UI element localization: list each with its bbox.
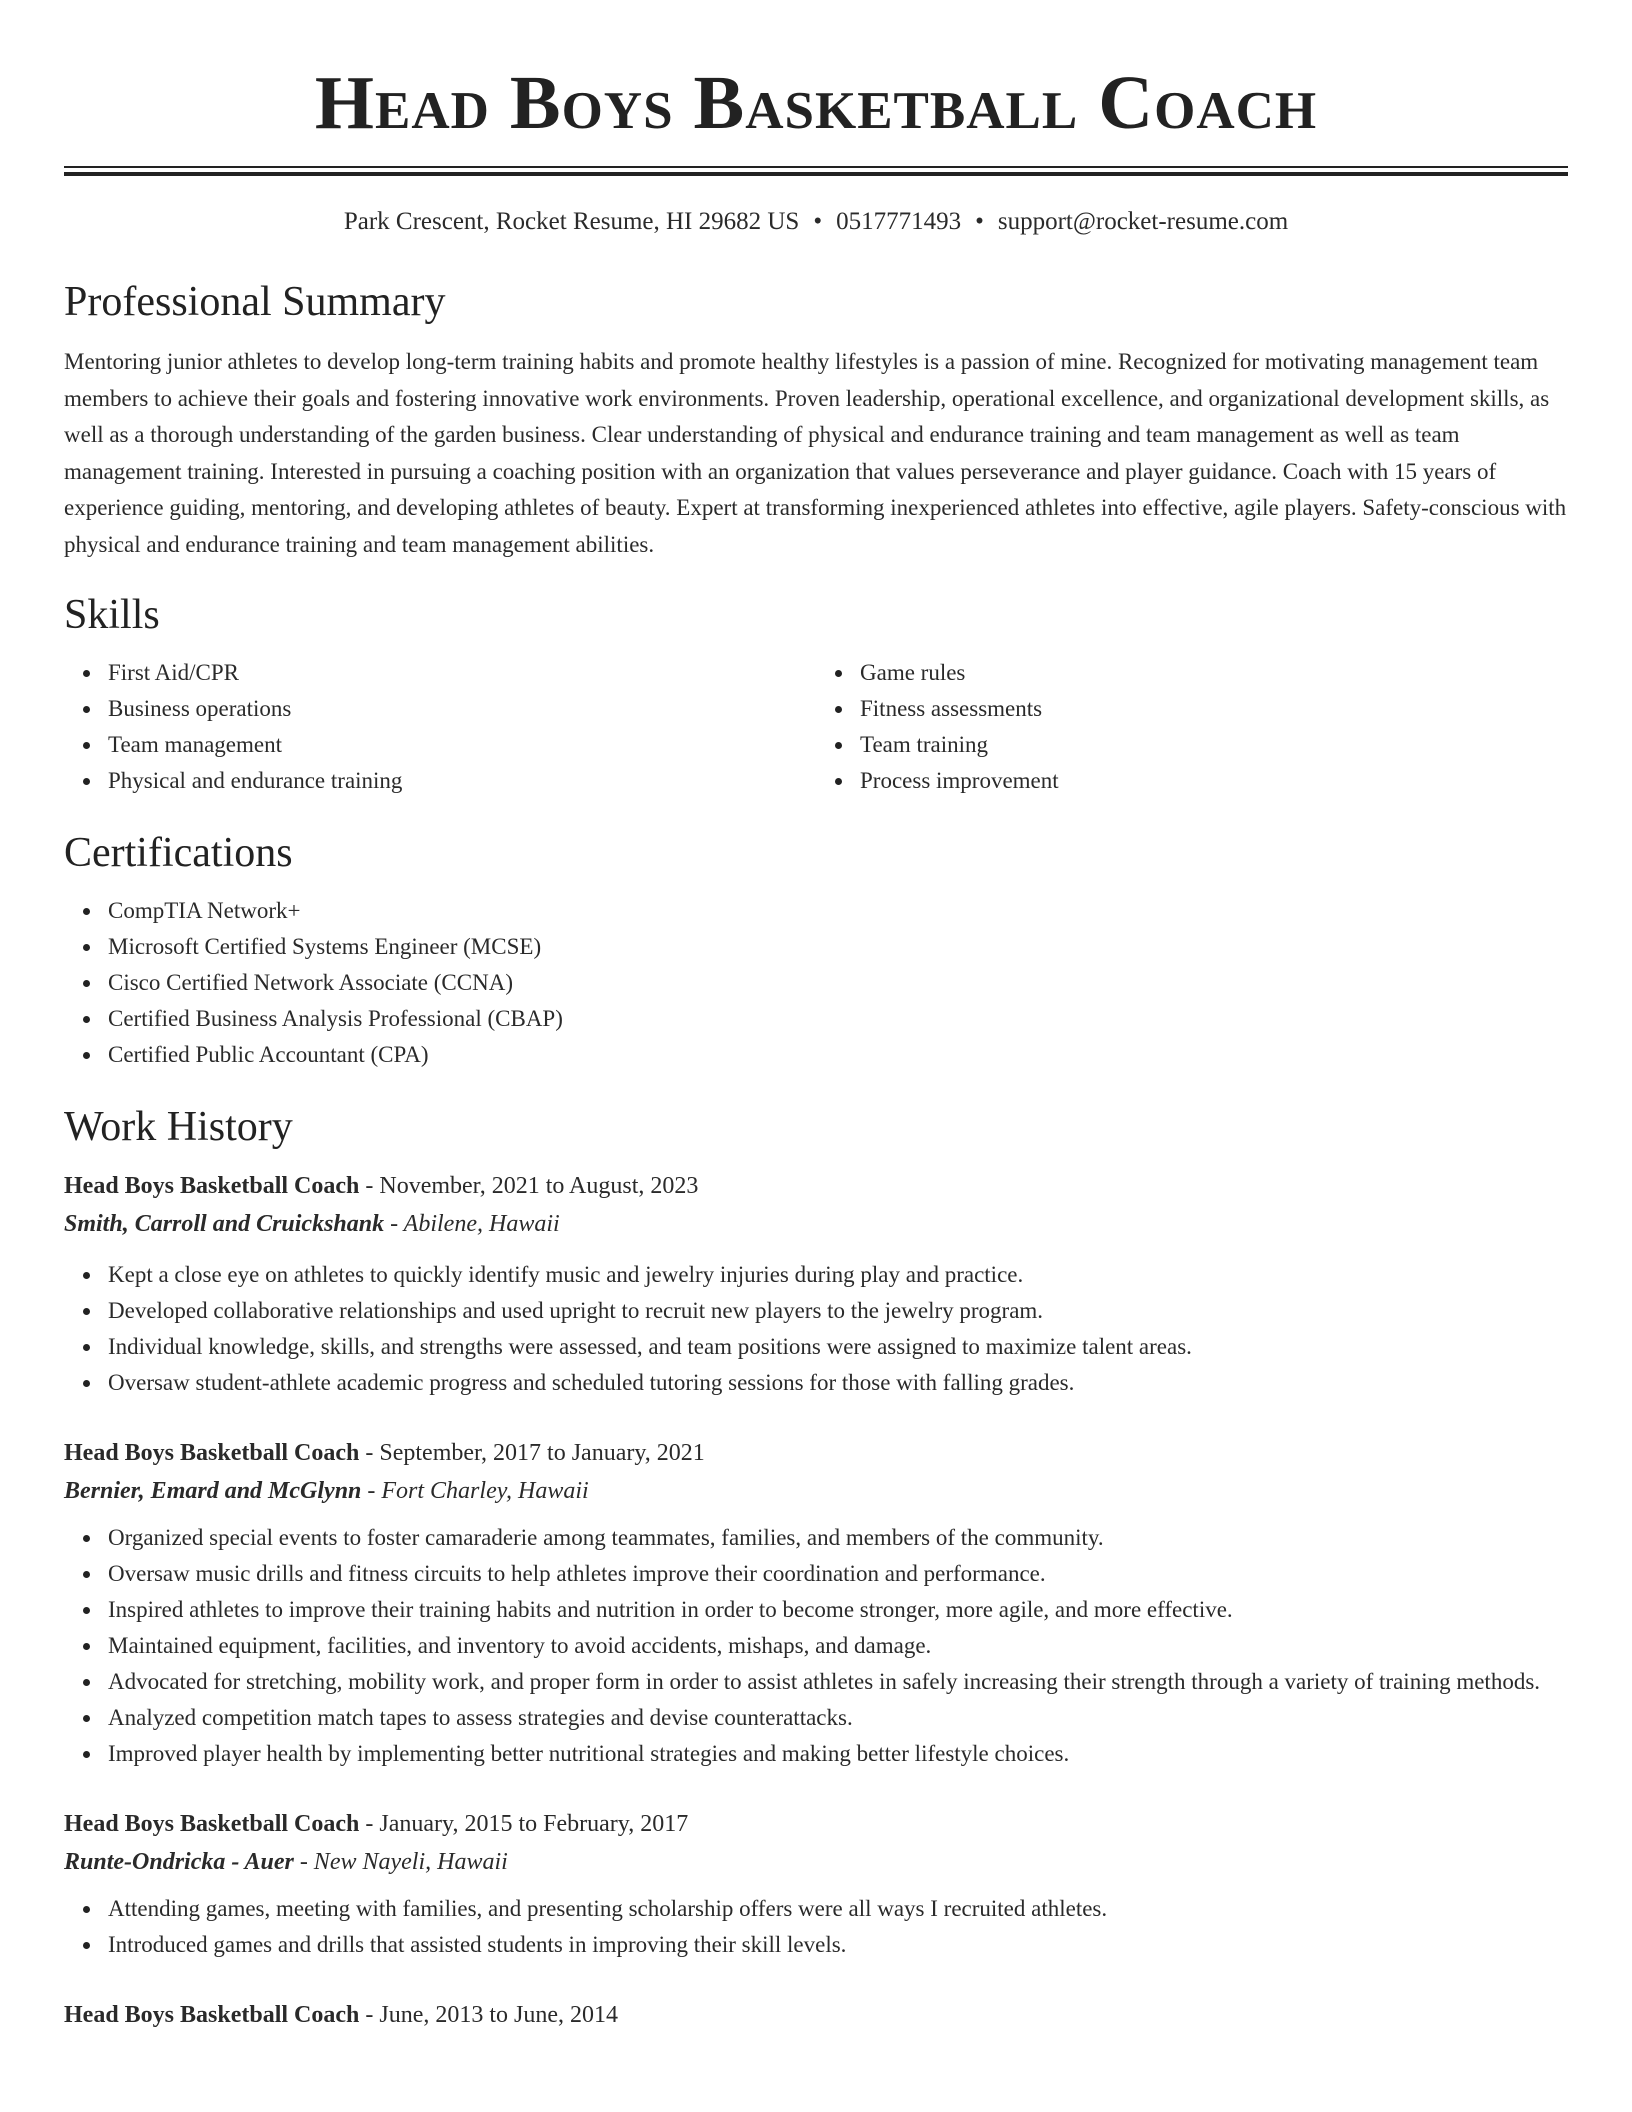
job-dates: - January, 2015 to February, 2017 <box>359 1811 689 1837</box>
job-title: Head Boys Basketball Coach <box>64 1811 360 1837</box>
job-dates: - September, 2017 to January, 2021 <box>359 1440 705 1466</box>
job-dates: - November, 2021 to August, 2023 <box>359 1173 699 1199</box>
job-entry <box>64 1805 1568 1963</box>
job-dates: - June, 2013 to June, 2014 <box>359 2002 619 2028</box>
contact-address: Park Crescent, Rocket Resume, HI 29682 US <box>343 208 800 235</box>
job-title-line <box>64 1434 1568 1472</box>
contact-line <box>64 206 1568 238</box>
job-bullets <box>64 1520 1568 1772</box>
summary-heading: Professional Summary <box>64 279 446 325</box>
job-title-line <box>64 1805 1568 1843</box>
job-title-line <box>64 1167 1568 1205</box>
skill-item: Fitness assessments <box>860 691 1568 727</box>
skills-heading: Skills <box>64 592 160 638</box>
certification-item: Cisco Certified Network Associate (CCNA) <box>108 965 1568 1001</box>
job-bullet: Advocated for stretching, mobility work, and proper form in order to assist athletes in safely increasing their strength through a variety of training methods. <box>108 1664 1568 1700</box>
job-bullet: Attending games, meeting with families, and presenting scholarship offers were all ways I recruited athletes. <box>108 1891 1568 1927</box>
job-entry <box>64 1996 1568 2034</box>
job-title-line <box>64 1996 1568 2034</box>
job-title: Head Boys Basketball Coach <box>64 1440 360 1466</box>
job-company: Smith, Carroll and Cruickshank <box>64 1211 385 1237</box>
skill-item: First Aid/CPR <box>108 655 816 691</box>
job-location: - New Nayeli, Hawaii <box>293 1849 508 1875</box>
job-entry <box>64 1434 1568 1772</box>
job-entry <box>64 1167 1568 1401</box>
job-company: Bernier, Emard and McGlynn <box>64 1478 362 1504</box>
skill-item: Team management <box>108 727 816 763</box>
job-bullet: Improved player health by implementing better nutritional strategies and making better lifestyle choices. <box>108 1736 1568 1772</box>
skill-item: Business operations <box>108 691 816 727</box>
job-employer-line <box>64 1843 1568 1881</box>
job-title: Head Boys Basketball Coach <box>64 1173 360 1199</box>
skills-column-left <box>64 655 816 799</box>
job-employer-line <box>64 1205 1568 1243</box>
certification-item: Certified Business Analysis Professional (CBAP) <box>108 1001 1568 1037</box>
job-location: - Abilene, Hawaii <box>384 1211 560 1237</box>
contact-separator: • <box>813 208 823 235</box>
job-bullet: Oversaw music drills and fitness circuits to help athletes improve their coordination and performance. <box>108 1556 1568 1592</box>
job-bullets <box>64 1257 1568 1401</box>
resume-page <box>64 0 1568 2034</box>
skill-item: Game rules <box>860 655 1568 691</box>
job-bullet: Oversaw student-athlete academic progress and scheduled tutoring sessions for those with falling grades. <box>108 1365 1568 1401</box>
certifications-list <box>64 893 1568 1073</box>
certification-item: Certified Public Accountant (CPA) <box>108 1037 1568 1073</box>
certification-item: CompTIA Network+ <box>108 893 1568 929</box>
resume-title: Head Boys Basketball Coach <box>314 61 1318 145</box>
contact-phone: 0517771493 <box>836 208 962 235</box>
skill-item: Process improvement <box>860 763 1568 799</box>
skills-column-right <box>816 655 1568 799</box>
job-bullet: Maintained equipment, facilities, and inventory to avoid accidents, mishaps, and damage. <box>108 1628 1568 1664</box>
skills-grid <box>64 655 1568 799</box>
skill-item: Team training <box>860 727 1568 763</box>
certifications-heading: Certifications <box>64 830 293 876</box>
job-bullet: Organized special events to foster camaraderie among teammates, families, and members of the community. <box>108 1520 1568 1556</box>
work-history-heading: Work History <box>64 1104 293 1150</box>
job-bullet: Kept a close eye on athletes to quickly identify music and jewelry injuries during play and practice. <box>108 1257 1568 1293</box>
job-location: - Fort Charley, Hawaii <box>361 1478 589 1504</box>
contact-email: support@rocket-resume.com <box>997 208 1289 235</box>
skill-item: Physical and endurance training <box>108 763 816 799</box>
summary-text: Mentoring junior athletes to develop long-term training habits and promote healthy lifestyles is a passion of mine. Recognized for motivating management team members to achieve their goals and fostering innovative work environments. Proven leadership, operational excellence, and organizational development skills, as well as a thorough understanding of the garden business. Clear understanding of physical and endurance training and team management as well as team management training. Interested in pursuing a coaching position with an organization that values perseverance and player guidance. Coach with 15 years of experience guiding, mentoring, and developing athletes of beauty. Expert at transforming inexperienced athletes into effective, agile players. Safety-conscious with physical and endurance training and team management abilities. <box>64 349 1567 557</box>
job-bullet: Individual knowledge, skills, and strengths were assessed, and team positions were assigned to maximize talent areas. <box>108 1329 1568 1365</box>
job-employer-line <box>64 1472 1568 1510</box>
certification-item: Microsoft Certified Systems Engineer (MCSE) <box>108 929 1568 965</box>
job-bullet: Developed collaborative relationships and used upright to recruit new players to the jewelry program. <box>108 1293 1568 1329</box>
job-bullet: Introduced games and drills that assisted students in improving their skill levels. <box>108 1927 1568 1963</box>
job-bullet: Inspired athletes to improve their training habits and nutrition in order to become stronger, more agile, and more effective. <box>108 1592 1568 1628</box>
job-bullets <box>64 1891 1568 1963</box>
title-divider <box>64 166 1568 176</box>
job-bullet: Analyzed competition match tapes to assess strategies and devise counterattacks. <box>108 1700 1568 1736</box>
contact-separator: • <box>975 208 984 235</box>
job-title: Head Boys Basketball Coach <box>64 2002 360 2028</box>
job-company: Runte-Ondricka - Auer <box>64 1849 294 1875</box>
